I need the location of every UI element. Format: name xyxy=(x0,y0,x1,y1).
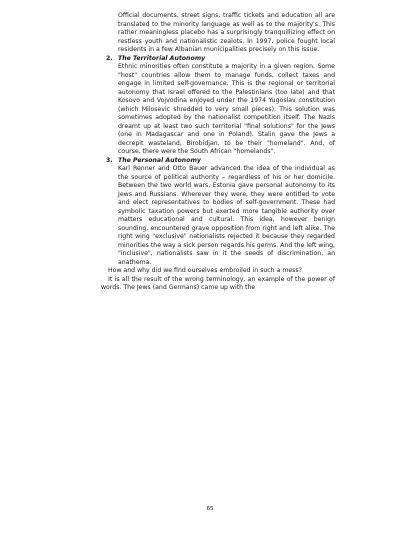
list-number: 2. xyxy=(106,54,113,62)
list-item-personal-autonomy xyxy=(101,157,335,268)
list-item-territorial-autonomy xyxy=(101,55,335,157)
question-paragraph: How and why did we find ourselves embroiled in such a mess? xyxy=(108,267,302,274)
page-number: 65 xyxy=(206,506,214,512)
list-item-title: The Territorial Autonomy xyxy=(118,54,206,62)
closing-paragraph: It is all the result of the wrong terminology, an example of the power of words. The Jews (and Germans) came up with the xyxy=(101,275,335,291)
body-text xyxy=(101,12,335,293)
list-number: 3. xyxy=(106,156,113,164)
intro-paragraph: Official documents, street signs, traffic tickets and education all are translated to the minority language as well as to the majority's. This rather meaningless placebo has a surprisingly tranquillizing effect on restless youth and nationalistic zealots. In 1997, police fought local residents in a few Albanian municipalities precisely on this issue. xyxy=(118,12,335,53)
list-item-body: Karl Renner and Otto Bauer advanced the idea of the individual as the source of political authority – regardless of his or her domicile. Between the two world wars, Estonia gave personal autonomy to its Jews and Russians. Wherever they were, they were entitled to vote and elect representatives to bodies of self-government. These had symbolic taxation powers but exerted more tangible authority over matters educational and cultural. This idea, however benign sounding, encountered grave opposition from right and left alike. The right wing "exclusive" nationalists rejected it because they regarded minorities the way a sick person regards his germs. And the left wing, "inclusive", nationalists saw in it the seeds of discrimination, an anathema. xyxy=(118,165,335,266)
list-item-body: Ethnic minorities often constitute a majority in a given region. Some "host" countries allow them to manage funds, collect taxes and engage in limited self-governance. This is the regional or territorial autonomy that Israel offered to the Palestinians (too late) and that Kosovo and Vojvodina enjoyed under the 1974 Yugoslav constitution (which Milosevic shredded to very small pieces). This solution was sometimes adopted by the nationalist competition itself. The Nazis dreamt up at least two such territorial "final solutions" for the Jews (one in Madagascar and one in Poland). Stalin gave the Jews a decrepit wasteland, Birobidjan, to be their "homeland". And, of course, there were the South African "homelands". xyxy=(118,63,335,155)
list-item-title: The Personal Autonomy xyxy=(118,156,201,164)
